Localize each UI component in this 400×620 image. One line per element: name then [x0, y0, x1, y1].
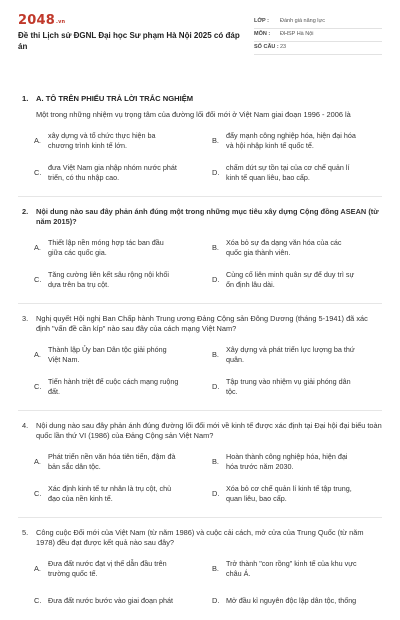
divider — [18, 410, 382, 411]
option-letter: C. — [34, 275, 42, 285]
option-letter: D. — [212, 168, 220, 178]
site-logo[interactable] — [18, 14, 250, 27]
meta-value: 23 — [280, 44, 287, 51]
option-text: Xác định kinh tế tư nhân là trụ cột, chủ đạo của nền kinh tế. — [48, 483, 172, 504]
option-d[interactable] — [212, 267, 382, 293]
question-number — [22, 110, 36, 120]
question-5 — [18, 528, 382, 620]
question-number: 3. — [22, 314, 29, 324]
question-text: Nội dung nào sau đây phản ánh đúng một trong những mục tiêu xây dựng Cộng đồng ASEAN (từ năm 2015)? — [36, 207, 379, 227]
option-a[interactable] — [34, 449, 204, 475]
option-text: Mở đầu kỉ nguyên độc lập dân tộc, thống — [226, 595, 357, 605]
option-text: xây dựng và tổ chức thực hiện ba chương trình kinh tế lớn. — [48, 130, 156, 151]
option-text: đẩy mạnh công nghiệp hóa, hiện đại hóa và hội nhập kinh tế quốc tế. — [226, 130, 356, 151]
options — [22, 556, 382, 620]
option-d[interactable] — [212, 481, 382, 507]
divider — [18, 517, 382, 518]
option-text: đưa Việt Nam gia nhập nhóm nước phát triển, có thu nhập cao. — [48, 162, 177, 183]
option-letter: B. — [212, 350, 219, 360]
options — [22, 449, 382, 513]
question-number: 4. — [22, 421, 29, 431]
option-c[interactable] — [34, 481, 204, 507]
option-text: Tiến hành triệt để cuộc cách mạng ruộng đất. — [48, 376, 179, 397]
meta-label: LỚP : — [254, 18, 269, 25]
meta-row-class — [254, 16, 382, 29]
question-stem — [22, 207, 382, 227]
meta-row-subject — [254, 29, 382, 42]
option-d[interactable] — [212, 588, 382, 614]
question-1 — [18, 110, 382, 192]
option-a[interactable] — [34, 556, 204, 582]
option-letter: D. — [212, 596, 220, 606]
option-letter: C. — [34, 168, 42, 178]
option-b[interactable] — [212, 449, 382, 475]
option-letter: D. — [212, 382, 220, 392]
option-text: Trở thành "con rồng" kinh tế của khu vực châu Á. — [226, 558, 357, 579]
option-d[interactable] — [212, 160, 382, 186]
option-b[interactable] — [212, 342, 382, 368]
option-letter: B. — [212, 457, 219, 467]
header — [18, 14, 382, 70]
question-stem — [22, 528, 382, 548]
options — [22, 235, 382, 299]
option-letter: C. — [34, 382, 42, 392]
meta-label: MÔN : — [254, 31, 271, 38]
logo-suffix: .vn — [55, 19, 66, 25]
option-letter: D. — [212, 489, 220, 499]
option-a[interactable] — [34, 235, 204, 261]
option-text: Tăng cường liên kết sâu rộng nội khối dựa trên ba trụ cột. — [48, 269, 170, 290]
header-left — [18, 14, 250, 53]
exam-title: Đề thi Lịch sử ĐGNL Đại học Sư phạm Hà Nội 2025 có đáp án — [18, 31, 240, 51]
option-letter: B. — [212, 136, 219, 146]
divider — [18, 303, 382, 304]
option-d[interactable] — [212, 374, 382, 400]
option-text: Tập trung vào nhiệm vụ giải phóng dân tộc. — [226, 376, 351, 397]
option-a[interactable] — [34, 128, 204, 154]
section-title — [18, 94, 382, 104]
option-c[interactable] — [34, 160, 204, 186]
question-number: 5. — [22, 528, 29, 538]
exam-meta — [254, 16, 382, 55]
question-2 — [18, 207, 382, 299]
divider — [18, 196, 382, 197]
question-4 — [18, 421, 382, 513]
option-text: Thiết lập nền móng hợp tác ban đầu giữa các quốc gia. — [48, 237, 164, 258]
question-text: Nghị quyết Hội nghị Ban Chấp hành Trung ương Đảng Cộng sản Đông Dương (tháng 5-1941) đã xác định "vấn đề cần kíp" nào sau đây của cách mạng Việt Nam? — [36, 314, 368, 334]
question-number: 2. — [22, 207, 29, 217]
option-text: Xóa bỏ cơ chế quản lí kinh tế tập trung, quan liêu, bao cấp. — [226, 483, 352, 504]
option-letter: C. — [34, 489, 42, 499]
option-letter: A. — [34, 564, 41, 574]
option-letter: A. — [34, 457, 41, 467]
option-letter: B. — [212, 243, 219, 253]
option-text: Hoàn thành công nghiệp hóa, hiện đại hóa trước năm 2030. — [226, 451, 348, 472]
question-stem — [22, 314, 382, 334]
option-letter: A. — [34, 350, 41, 360]
option-letter: D. — [212, 275, 220, 285]
option-a[interactable] — [34, 342, 204, 368]
option-text: Thành lập Ủy ban Dân tộc giải phóng Việt Nam. — [48, 344, 167, 365]
option-b[interactable] — [212, 556, 382, 582]
logo-text: 2048 — [18, 13, 55, 28]
option-c[interactable] — [34, 374, 204, 400]
question-text: Một trong những nhiệm vụ trọng tâm của đường lối đổi mới ở Việt Nam giai đoạn 1996 - 2006 là — [36, 110, 351, 120]
question-3 — [18, 314, 382, 406]
section-heading: A. TÔ TRÊN PHIẾU TRẢ LỜI TRẮC NGHIỆM — [36, 94, 194, 103]
option-text: Đưa đất nước đạt vị thế dẫn đầu trên trường quốc tế. — [48, 558, 167, 579]
option-c[interactable] — [34, 588, 204, 614]
option-text: Đưa đất nước bước vào giai đoạn phát — [48, 595, 173, 605]
option-b[interactable] — [212, 128, 382, 154]
option-b[interactable] — [212, 235, 382, 261]
meta-value: Đánh giá năng lực — [280, 18, 325, 25]
option-c[interactable] — [34, 267, 204, 293]
options — [22, 128, 382, 192]
meta-row-count — [254, 42, 382, 55]
option-text: Xóa bỏ sự đa dạng văn hóa của các quốc gia thành viên. — [226, 237, 342, 258]
question-stem — [22, 110, 382, 120]
option-letter: A. — [34, 136, 41, 146]
meta-label: SỐ CÂU : — [254, 44, 279, 51]
question-text: Nội dung nào sau đây phản ánh đúng đường lối đổi mới về kinh tế được xác định tại Đại hội đại biểu toàn quốc lần thứ VI (1986) của Đảng Cộng sản Việt Nam? — [36, 421, 382, 441]
option-text: chấm dứt sự tồn tại của cơ chế quản lí kinh tế quan liêu, bao cấp. — [226, 162, 350, 183]
options — [22, 342, 382, 406]
option-letter: C. — [34, 596, 42, 606]
option-letter: B. — [212, 564, 219, 574]
option-text: Xây dựng và phát triển lực lượng ba thứ quân. — [226, 344, 355, 365]
question-text: Công cuộc Đổi mới của Việt Nam (từ năm 1986) và cuộc cải cách, mở cửa của Trung Quốc (từ năm 1978) đều đạt được kết quả nào sau đây? — [36, 528, 364, 548]
option-letter: A. — [34, 243, 41, 253]
option-text: Phát triển nền văn hóa tiên tiến, đậm đà bản sắc dân tộc. — [48, 451, 176, 472]
question-stem — [22, 421, 382, 441]
section-number: 1. — [22, 94, 29, 103]
option-text: Củng cố liên minh quân sự để duy trì sự ổn định lâu dài. — [226, 269, 355, 290]
meta-value: ĐHSP Hà Nội — [280, 31, 314, 38]
